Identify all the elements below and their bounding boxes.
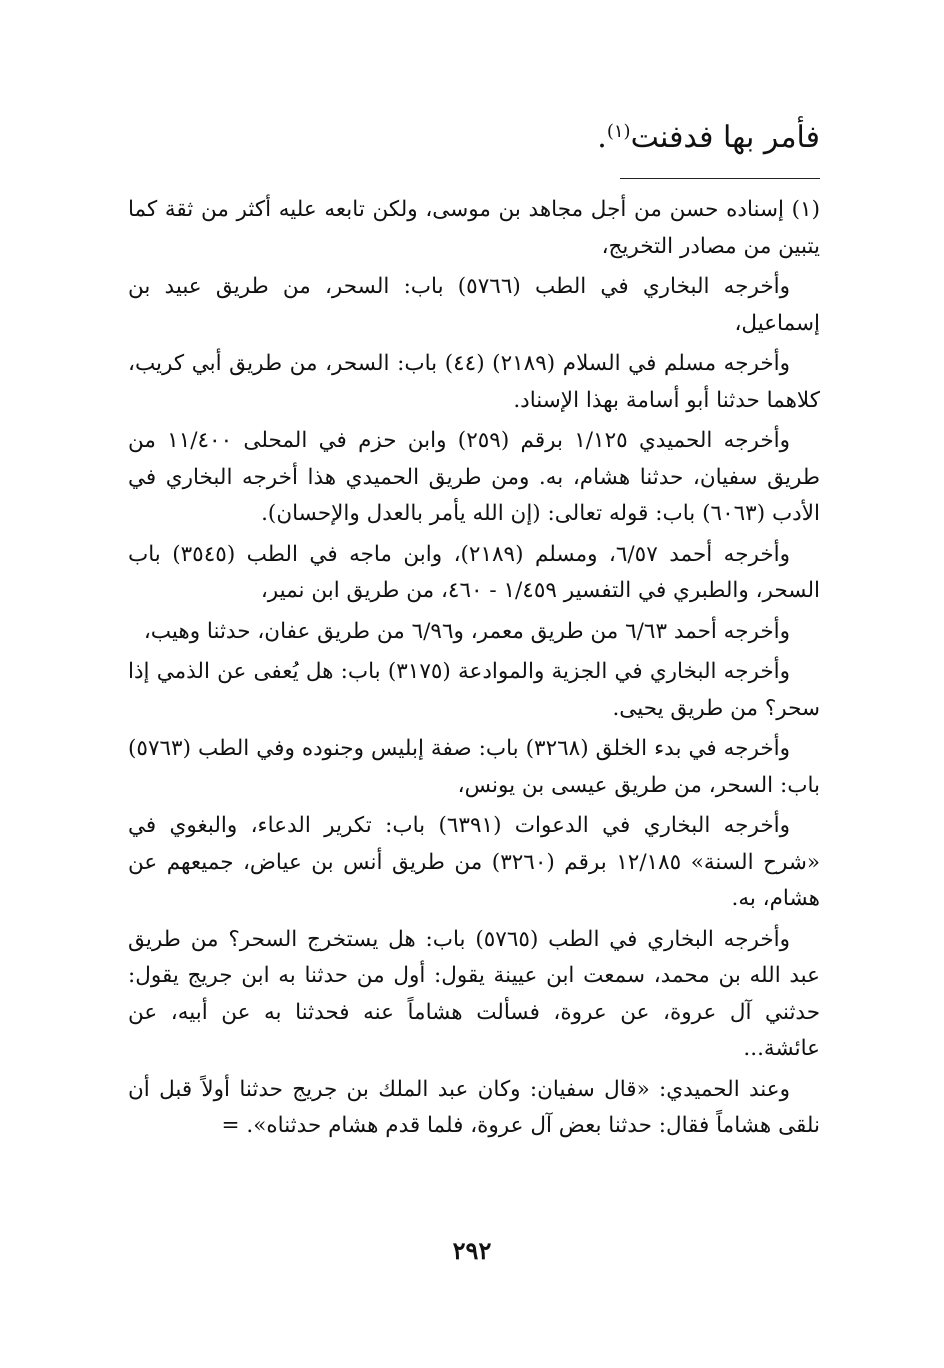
footnote-paragraph: وعند الحميدي: «قال سفيان: وكان عبد الملك بن جريج حدثنا أولاً قبل أن نلقى هشاماً فقال: حدثنا بعض آل عروة، فلما قدم هشام حدثناه». =	[128, 1076, 820, 1138]
footnote-paragraph: وأخرجه في بدء الخلق (٣٢٦٨) باب: صفة إبليس وجنوده وفي الطب (٥٧٦٣) باب: السحر، من طريق عيسى بن يونس،	[128, 736, 820, 798]
main-text-end: .	[597, 120, 607, 155]
footnote-separator-line	[620, 178, 820, 179]
footnote-paragraph: وأخرجه أحمد ٦/٦٣ من طريق معمر، و٦/٩٦ من طريق عفان، حدثنا وهيب،	[143, 618, 790, 644]
footnote-paragraph: وأخرجه الحميدي ١/١٢٥ برقم (٢٥٩) وابن حزم في المحلى ١١/٤٠٠ من طريق سفيان، حدثنا هشام، به. ومن طريق الحميدي هذا أخرجه البخاري في الأدب (٦٠٦٣) باب: قوله تعالى: (إن الله يأمر بالعدل والإحسان).	[128, 428, 820, 526]
footnote-paragraph: وأخرجه مسلم في السلام (٢١٨٩) (٤٤) باب: السحر، من طريق أبي كريب، كلاهما حدثنا أبو أسامة بهذا الإسناد.	[128, 351, 820, 413]
footnote-paragraph: (١) إسناده حسن من أجل مجاهد بن موسى، ولكن تابعه عليه أكثر من ثقة كما يتبين من مصادر التخريج،	[128, 197, 820, 259]
main-text-line	[597, 112, 820, 158]
footnote-paragraph: وأخرجه أحمد ٦/٥٧، ومسلم (٢١٨٩)، وابن ماجه في الطب (٣٥٤٥) باب السحر، والطبري في التفسير ١/٤٥٩ - ٤٦٠، من طريق ابن نمير،	[128, 541, 820, 603]
footnotes-block	[128, 192, 820, 1149]
page-number: ٢٩٢	[452, 1236, 492, 1265]
footnote-paragraph: وأخرجه البخاري في الدعوات (٦٣٩١) باب: تكرير الدعاء، والبغوي في «شرح السنة» ١٢/١٨٥ برقم (٣٢٦٠) من طريق أنس بن عياض، جميعهم عن هشام، به.	[128, 813, 820, 911]
main-text: فأمر بها فدفنت	[630, 120, 820, 155]
footnote-marker: (١)	[606, 121, 631, 142]
footnote-paragraph: وأخرجه البخاري في الجزية والموادعة (٣١٧٥) باب: هل يُعفى عن الذمي إذا سحر؟ من طريق يحيى.	[128, 659, 820, 721]
footnote-paragraph: وأخرجه البخاري في الطب (٥٧٦٥) باب: هل يستخرج السحر؟ من طريق عبد الله بن محمد، سمعت ابن عيينة يقول: أول من حدثنا به ابن جريج يقول: حدثني آل عروة، عن عروة، فسألت هشاماً عنه فحدثنا به عن أبيه، عن عائشة...	[128, 926, 820, 1061]
footnote-paragraph: وأخرجه البخاري في الطب (٥٧٦٦) باب: السحر، من طريق عبيد بن إسماعيل،	[128, 274, 820, 336]
